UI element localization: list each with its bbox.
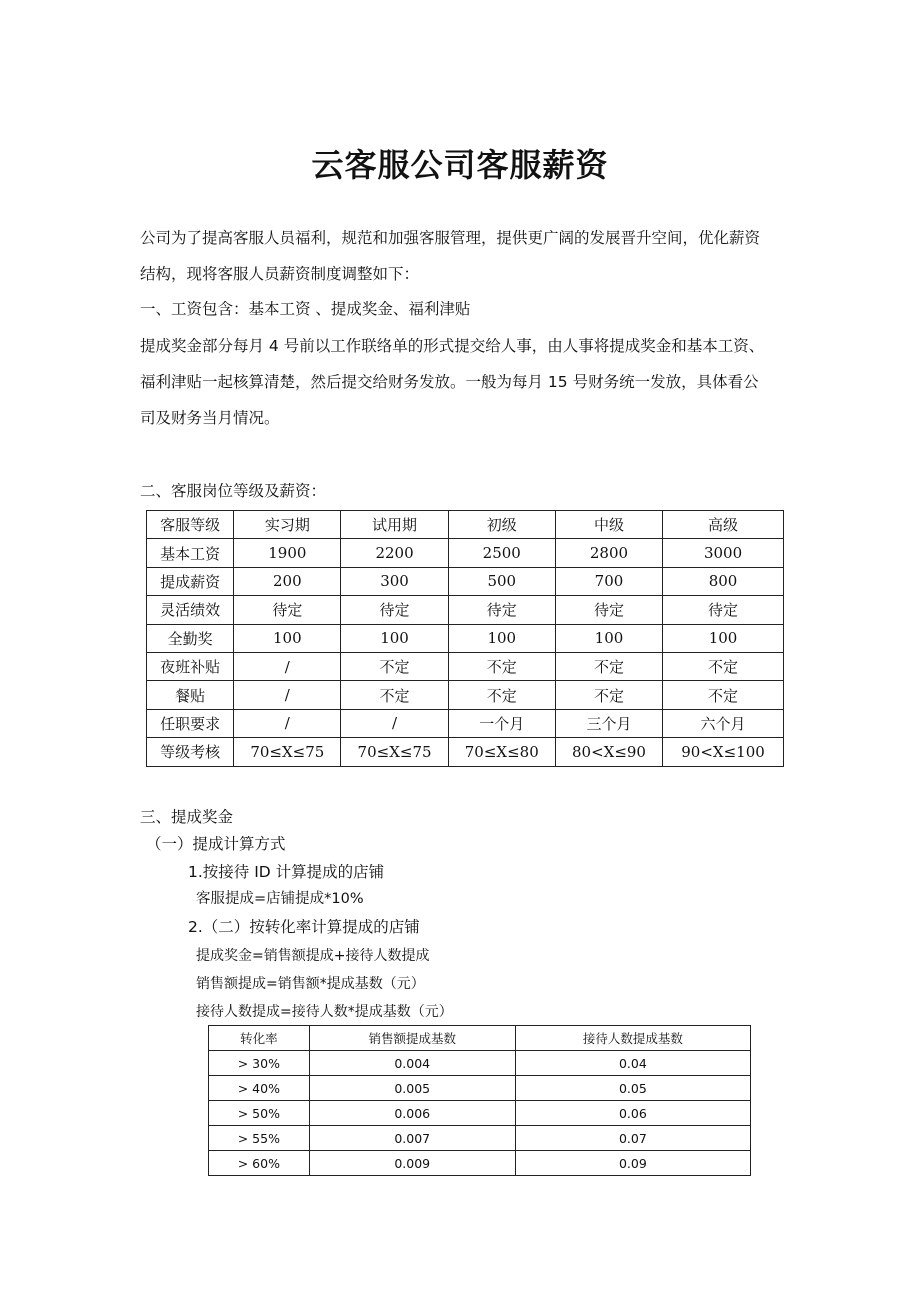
table-cell: 等级考核 bbox=[147, 738, 234, 766]
table-cell: 0.006 bbox=[309, 1101, 515, 1126]
section1-line-3: 司及财务当月情况。 bbox=[140, 409, 280, 427]
table-cell: 0.05 bbox=[515, 1076, 750, 1101]
formula-ke-fu-ti-cheng: 客服提成=店铺提成*10% bbox=[196, 891, 364, 907]
table-cell: 不定 bbox=[555, 681, 662, 709]
table-cell: 一个月 bbox=[448, 709, 555, 737]
header-cell: 销售额提成基数 bbox=[309, 1026, 515, 1051]
header-cell: 客服等级 bbox=[147, 511, 234, 539]
table-row bbox=[147, 567, 784, 595]
table-cell: 餐贴 bbox=[147, 681, 234, 709]
table-cell: / bbox=[234, 681, 341, 709]
page-title: 云客服公司客服薪资 bbox=[311, 146, 609, 184]
table-cell: 100 bbox=[234, 624, 341, 652]
section1-line-1: 提成奖金部分每月 4 号前以工作联络单的形式提交给人事，由人事将提成奖金和基本工资、 bbox=[140, 337, 765, 355]
table-cell: 0.007 bbox=[309, 1126, 515, 1151]
table-cell: 800 bbox=[663, 567, 784, 595]
table-header-row bbox=[147, 511, 784, 539]
table-cell: 灵活绩效 bbox=[147, 596, 234, 624]
table-cell: 不定 bbox=[663, 652, 784, 680]
table-row bbox=[147, 709, 784, 737]
section3-heading: 三、提成奖金 bbox=[140, 808, 234, 826]
table-cell: 0.005 bbox=[309, 1076, 515, 1101]
grade-salary-table bbox=[146, 510, 784, 767]
table-cell: 70≤X≤75 bbox=[341, 738, 448, 766]
table-cell: > 40% bbox=[209, 1076, 310, 1101]
header-cell: 实习期 bbox=[234, 511, 341, 539]
table-row bbox=[209, 1076, 751, 1101]
table-cell: 80<X≤90 bbox=[555, 738, 662, 766]
table-header-row bbox=[209, 1026, 751, 1051]
table-cell: 100 bbox=[555, 624, 662, 652]
table-cell: 待定 bbox=[555, 596, 662, 624]
table-cell: / bbox=[234, 652, 341, 680]
table-cell: / bbox=[234, 709, 341, 737]
table-cell: 700 bbox=[555, 567, 662, 595]
table-cell: 2500 bbox=[448, 539, 555, 567]
table-row bbox=[147, 652, 784, 680]
table-cell: > 30% bbox=[209, 1051, 310, 1076]
table-cell: 2200 bbox=[341, 539, 448, 567]
table-cell: 300 bbox=[341, 567, 448, 595]
table-cell: 待定 bbox=[341, 596, 448, 624]
table-cell: 100 bbox=[663, 624, 784, 652]
table-row bbox=[147, 624, 784, 652]
table-cell: 任职要求 bbox=[147, 709, 234, 737]
section3-item1: 1.按接待 ID 计算提成的店铺 bbox=[188, 863, 385, 881]
table-row bbox=[209, 1051, 751, 1076]
table-cell: 三个月 bbox=[555, 709, 662, 737]
table-cell: 0.09 bbox=[515, 1151, 750, 1176]
table-cell: 90<X≤100 bbox=[663, 738, 784, 766]
table-cell: 0.009 bbox=[309, 1151, 515, 1176]
table-cell: 提成薪资 bbox=[147, 567, 234, 595]
table-cell: 0.06 bbox=[515, 1101, 750, 1126]
header-cell: 中级 bbox=[555, 511, 662, 539]
table-cell: 100 bbox=[448, 624, 555, 652]
table-row bbox=[147, 738, 784, 766]
table-row bbox=[209, 1151, 751, 1176]
table-cell: 0.04 bbox=[515, 1051, 750, 1076]
table-cell: 不定 bbox=[341, 652, 448, 680]
header-cell: 试用期 bbox=[341, 511, 448, 539]
formula-xiao-shou-e: 销售额提成=销售额*提成基数（元） bbox=[196, 976, 425, 992]
table-cell: 0.07 bbox=[515, 1126, 750, 1151]
table-cell: 全勤奖 bbox=[147, 624, 234, 652]
table-cell: 3000 bbox=[663, 539, 784, 567]
table-row bbox=[209, 1101, 751, 1126]
table-cell: 100 bbox=[341, 624, 448, 652]
table-cell: 不定 bbox=[341, 681, 448, 709]
table-cell: 不定 bbox=[448, 652, 555, 680]
table-cell: 70≤X≤80 bbox=[448, 738, 555, 766]
table-cell: 待定 bbox=[448, 596, 555, 624]
table-row bbox=[147, 539, 784, 567]
table-cell: > 50% bbox=[209, 1101, 310, 1126]
table-cell: > 55% bbox=[209, 1126, 310, 1151]
header-cell: 初级 bbox=[448, 511, 555, 539]
section3-item2: 2.（二）按转化率计算提成的店铺 bbox=[188, 918, 420, 936]
table-cell: 1900 bbox=[234, 539, 341, 567]
section3-sub1: （一）提成计算方式 bbox=[146, 835, 286, 853]
formula-jie-dai-ren-shu: 接待人数提成=接待人数*提成基数（元） bbox=[196, 1004, 453, 1020]
table-row bbox=[147, 596, 784, 624]
table-cell: 200 bbox=[234, 567, 341, 595]
section2-heading: 二、客服岗位等级及薪资： bbox=[140, 482, 327, 500]
table-cell: 不定 bbox=[555, 652, 662, 680]
table-cell: / bbox=[341, 709, 448, 737]
table-cell: 夜班补贴 bbox=[147, 652, 234, 680]
table-row bbox=[209, 1126, 751, 1151]
formula-ti-cheng-jiang-jin: 提成奖金=销售额提成+接待人数提成 bbox=[196, 948, 430, 964]
table-cell: 基本工资 bbox=[147, 539, 234, 567]
table-cell: > 60% bbox=[209, 1151, 310, 1176]
table-cell: 70≤X≤75 bbox=[234, 738, 341, 766]
header-cell: 高级 bbox=[663, 511, 784, 539]
section1-heading: 一、工资包含：基本工资 、提成奖金、福利津贴 bbox=[140, 300, 471, 318]
table-cell: 待定 bbox=[663, 596, 784, 624]
header-cell: 转化率 bbox=[209, 1026, 310, 1051]
table-cell: 0.004 bbox=[309, 1051, 515, 1076]
table-cell: 2800 bbox=[555, 539, 662, 567]
table-row bbox=[147, 681, 784, 709]
table-cell: 六个月 bbox=[663, 709, 784, 737]
conversion-rate-table bbox=[208, 1025, 751, 1176]
table-cell: 不定 bbox=[448, 681, 555, 709]
section1-line-2: 福利津贴一起核算清楚，然后提交给财务发放。一般为每月 15 号财务统一发放，具体看公 bbox=[140, 373, 759, 391]
table-cell: 待定 bbox=[234, 596, 341, 624]
intro-line-1: 公司为了提高客服人员福利，规范和加强客服管理，提供更广阔的发展晋升空间，优化薪资 bbox=[140, 229, 761, 247]
intro-line-2: 结构，现将客服人员薪资制度调整如下： bbox=[140, 265, 420, 283]
table-cell: 500 bbox=[448, 567, 555, 595]
header-cell: 接待人数提成基数 bbox=[515, 1026, 750, 1051]
table-cell: 不定 bbox=[663, 681, 784, 709]
